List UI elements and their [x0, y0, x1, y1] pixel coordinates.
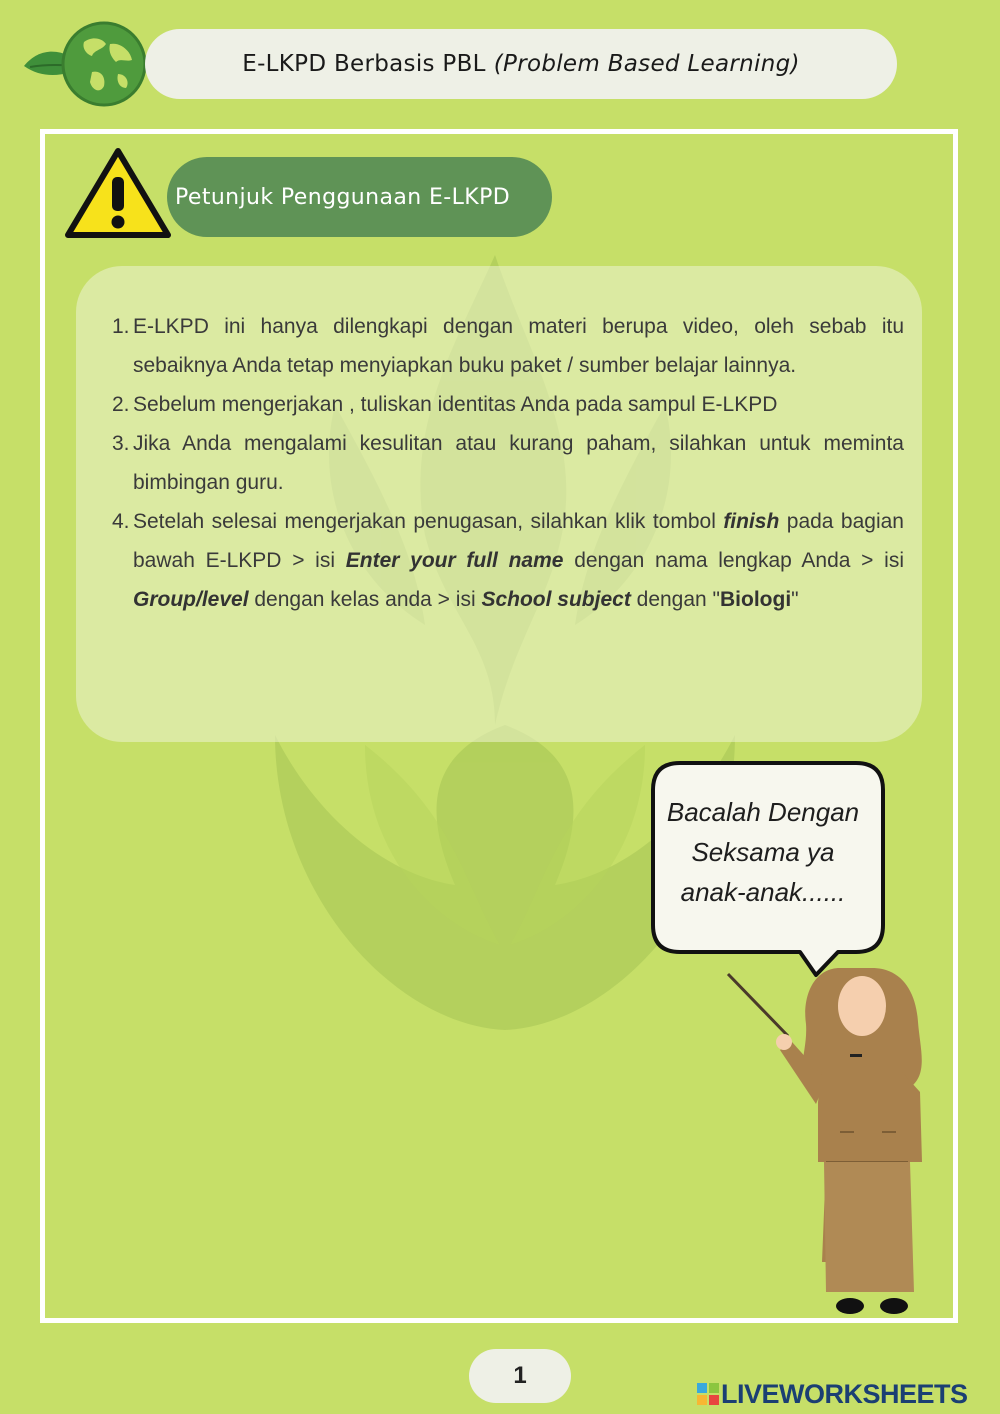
- page-number-pill: [469, 1349, 571, 1403]
- school-subject-keyword: School subject: [481, 588, 631, 611]
- speech-line: Bacalah Dengan: [666, 797, 860, 827]
- finish-keyword: finish: [723, 510, 780, 533]
- header-title-italic: (Problem Based Learning): [493, 51, 800, 77]
- list-item: [112, 424, 904, 502]
- header-title: E-LKPD Berbasis PBL: [242, 51, 486, 77]
- item-text: ": [791, 588, 799, 611]
- item-text: dengan nama lengkap Anda > isi: [563, 549, 904, 572]
- group-level-keyword: Group/level: [133, 588, 249, 611]
- brand-name: LIVEWORKSHEETS: [721, 1378, 968, 1409]
- item-number: 3.: [112, 432, 130, 455]
- item-text: Jika Anda mengalami kesulitan atau kurang paham, silahkan untuk meminta bimbingan guru.: [133, 432, 904, 494]
- item-text: Setelah selesai mengerjakan penugasan, silahkan klik tombol: [133, 510, 724, 533]
- liveworksheets-logo-icon: [697, 1383, 719, 1405]
- speech-bubble-text: [655, 792, 871, 912]
- section-title: Petunjuk Penggunaan E-LKPD: [175, 184, 511, 210]
- item-number: 4.: [112, 510, 130, 533]
- speech-line: anak-anak......: [680, 877, 846, 907]
- item-text: pada bagian bawah E-LKPD > isi: [133, 510, 904, 572]
- brand-logo: [697, 1378, 968, 1410]
- header-title-bar: [145, 29, 897, 99]
- teacher-illustration-icon: [722, 962, 934, 1324]
- speech-line: Seksama ya: [691, 837, 835, 867]
- list-item: [112, 307, 904, 385]
- list-item: [112, 385, 904, 424]
- globe-leaf-logo-icon: [22, 14, 147, 109]
- item-text: Sebelum mengerjakan , tuliskan identitas Anda pada sampul E-LKPD: [133, 393, 778, 416]
- warning-icon: [64, 147, 172, 241]
- item-text: dengan kelas anda > isi: [248, 588, 482, 611]
- section-title-pill: [167, 157, 552, 237]
- instructions-list: [112, 307, 904, 619]
- full-name-keyword: Enter your full name: [345, 549, 564, 572]
- page-number: 1: [513, 1362, 527, 1389]
- item-text: dengan ": [630, 588, 721, 611]
- item-text: E-LKPD ini hanya dilengkapi dengan materi berupa video, oleh sebab itu sebaiknya Anda tetap menyiapkan buku paket / sumber belajar lainnya.: [133, 315, 904, 377]
- list-item: [112, 502, 904, 619]
- biologi-keyword: Biologi: [720, 588, 792, 611]
- item-number: 1.: [112, 315, 130, 338]
- item-number: 2.: [112, 393, 130, 416]
